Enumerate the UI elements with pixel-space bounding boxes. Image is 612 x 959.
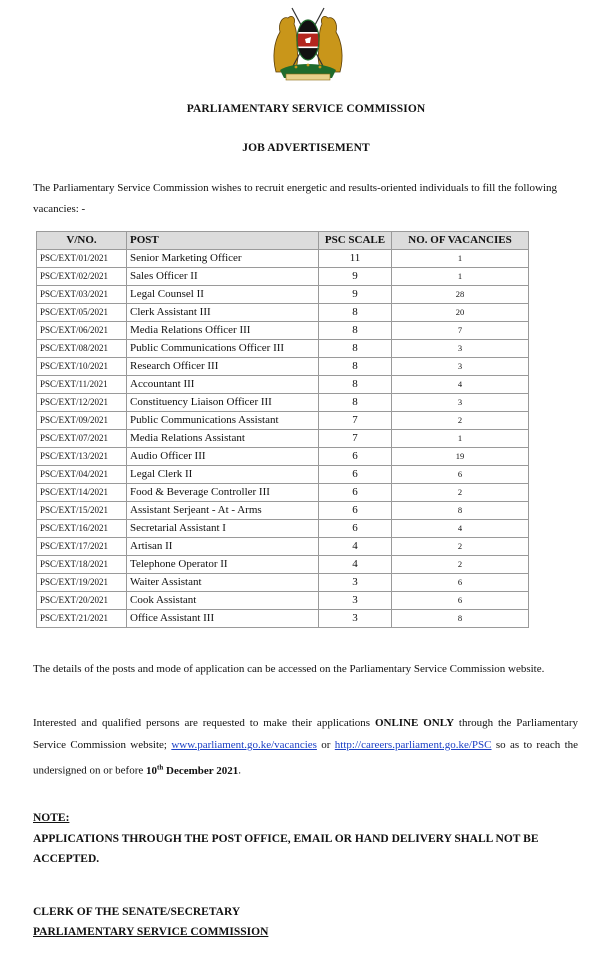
table-row bbox=[37, 430, 529, 448]
row-vno-cell: PSC/EXT/21/2021 bbox=[37, 610, 127, 628]
row-vno-cell: PSC/EXT/20/2021 bbox=[37, 592, 127, 610]
row-scale-cell: 6 bbox=[319, 502, 392, 520]
deadline-date bbox=[146, 765, 238, 777]
row-vacancies-cell: 2 bbox=[392, 538, 529, 556]
row-scale-cell: 6 bbox=[319, 484, 392, 502]
organization-title: PARLIAMENTARY SERVICE COMMISSION bbox=[186, 103, 426, 115]
row-post-cell: Senior Marketing Officer bbox=[127, 250, 319, 268]
table-row bbox=[37, 394, 529, 412]
deadline-rest: December 2021 bbox=[163, 764, 239, 777]
row-post-cell: Public Communications Officer III bbox=[127, 340, 319, 358]
signature-organization: PARLIAMENTARY SERVICE COMMISSION bbox=[33, 926, 269, 938]
row-vno-cell: PSC/EXT/17/2021 bbox=[37, 538, 127, 556]
row-post-cell: Public Communications Assistant bbox=[127, 412, 319, 430]
row-vno-cell: PSC/EXT/10/2021 bbox=[37, 358, 127, 376]
row-vno-cell: PSC/EXT/05/2021 bbox=[37, 304, 127, 322]
apply-text-4: so as to reach the undersigned on or before bbox=[33, 739, 579, 777]
table-row bbox=[37, 502, 529, 520]
row-scale-cell: 11 bbox=[319, 250, 392, 268]
row-vno-cell: PSC/EXT/01/2021 bbox=[37, 250, 127, 268]
row-vno-cell: PSC/EXT/12/2021 bbox=[37, 394, 127, 412]
row-vno-cell: PSC/EXT/18/2021 bbox=[37, 556, 127, 574]
row-vacancies-cell: 19 bbox=[392, 448, 529, 466]
row-post-cell: Accountant III bbox=[127, 376, 319, 394]
row-scale-cell: 4 bbox=[319, 556, 392, 574]
row-vno-cell: PSC/EXT/19/2021 bbox=[37, 574, 127, 592]
row-vno-cell: PSC/EXT/02/2021 bbox=[37, 268, 127, 286]
table-row bbox=[37, 556, 529, 574]
row-scale-cell: 9 bbox=[319, 268, 392, 286]
row-scale-cell: 6 bbox=[319, 466, 392, 484]
row-scale-cell: 3 bbox=[319, 610, 392, 628]
deadline-day: 10 bbox=[146, 764, 158, 777]
table-row bbox=[37, 358, 529, 376]
signature-title: CLERK OF THE SENATE/SECRETARY bbox=[33, 906, 241, 918]
table-row bbox=[37, 520, 529, 538]
table-row bbox=[37, 466, 529, 484]
table-row bbox=[37, 376, 529, 394]
table-row bbox=[37, 610, 529, 628]
row-vacancies-cell: 6 bbox=[392, 592, 529, 610]
details-paragraph: The details of the posts and mode of application can be accessed on the Parliamentary Service Commission website. bbox=[33, 663, 545, 675]
advert-title: JOB ADVERTISEMENT bbox=[242, 142, 370, 154]
col-post-header: POST bbox=[127, 232, 319, 250]
row-post-cell: Food & Beverage Controller III bbox=[127, 484, 319, 502]
row-post-cell: Office Assistant III bbox=[127, 610, 319, 628]
row-scale-cell: 9 bbox=[319, 286, 392, 304]
kenya-coat-of-arms-icon bbox=[266, 2, 350, 82]
row-scale-cell: 6 bbox=[319, 448, 392, 466]
table-row bbox=[37, 268, 529, 286]
row-post-cell: Legal Clerk II bbox=[127, 466, 319, 484]
table-row bbox=[37, 538, 529, 556]
row-vacancies-cell: 28 bbox=[392, 286, 529, 304]
online-only-emphasis: ONLINE ONLY bbox=[374, 717, 455, 729]
row-post-cell: Constituency Liaison Officer III bbox=[127, 394, 319, 412]
apply-text-2: through the Parliamentary Service Commission website; bbox=[33, 717, 578, 751]
table-row bbox=[37, 448, 529, 466]
row-vacancies-cell: 6 bbox=[392, 574, 529, 592]
apply-paragraph bbox=[33, 712, 578, 782]
row-vno-cell: PSC/EXT/16/2021 bbox=[37, 520, 127, 538]
row-vno-cell: PSC/EXT/03/2021 bbox=[37, 286, 127, 304]
row-scale-cell: 8 bbox=[319, 322, 392, 340]
row-vno-cell: PSC/EXT/04/2021 bbox=[37, 466, 127, 484]
note-text: APPLICATIONS THROUGH THE POST OFFICE, EMAIL OR HAND DELIVERY SHALL NOT BE ACCEPTED. bbox=[33, 833, 539, 865]
row-post-cell: Assistant Serjeant - At - Arms bbox=[127, 502, 319, 520]
row-scale-cell: 3 bbox=[319, 574, 392, 592]
row-scale-cell: 8 bbox=[319, 358, 392, 376]
row-vacancies-cell: 3 bbox=[392, 358, 529, 376]
apply-text-1: Interested and qualified persons are requested to make their applications bbox=[33, 717, 375, 729]
intro-paragraph: The Parliamentary Service Commission wishes to recruit energetic and results-oriented individuals to fill the following vacancies: - bbox=[33, 182, 558, 215]
table-row bbox=[37, 250, 529, 268]
row-vacancies-cell: 7 bbox=[392, 322, 529, 340]
row-vacancies-cell: 6 bbox=[392, 466, 529, 484]
row-post-cell: Sales Officer II bbox=[127, 268, 319, 286]
row-post-cell: Clerk Assistant III bbox=[127, 304, 319, 322]
col-scale-header: PSC SCALE bbox=[319, 232, 392, 250]
row-vacancies-cell: 1 bbox=[392, 430, 529, 448]
table-row bbox=[37, 304, 529, 322]
deadline-suffix: th bbox=[157, 763, 164, 771]
row-vacancies-cell: 2 bbox=[392, 412, 529, 430]
vacancies-link[interactable]: www.parliament.go.ke/vacancies bbox=[171, 739, 317, 751]
row-vacancies-cell: 1 bbox=[392, 268, 529, 286]
row-vacancies-cell: 3 bbox=[392, 394, 529, 412]
apply-text-3: or bbox=[316, 739, 335, 751]
row-vacancies-cell: 4 bbox=[392, 520, 529, 538]
row-vno-cell: PSC/EXT/11/2021 bbox=[37, 376, 127, 394]
row-vacancies-cell: 4 bbox=[392, 376, 529, 394]
careers-link[interactable]: http://careers.parliament.go.ke/PSC bbox=[334, 739, 492, 751]
row-post-cell: Cook Assistant bbox=[127, 592, 319, 610]
row-vno-cell: PSC/EXT/07/2021 bbox=[37, 430, 127, 448]
apply-end: . bbox=[238, 764, 241, 777]
row-post-cell: Media Relations Assistant bbox=[127, 430, 319, 448]
row-vno-cell: PSC/EXT/13/2021 bbox=[37, 448, 127, 466]
row-scale-cell: 8 bbox=[319, 304, 392, 322]
note-label: NOTE: bbox=[33, 812, 70, 824]
row-scale-cell: 8 bbox=[319, 394, 392, 412]
row-scale-cell: 8 bbox=[319, 376, 392, 394]
row-post-cell: Audio Officer III bbox=[127, 448, 319, 466]
row-vno-cell: PSC/EXT/15/2021 bbox=[37, 502, 127, 520]
table-row bbox=[37, 286, 529, 304]
row-vno-cell: PSC/EXT/08/2021 bbox=[37, 340, 127, 358]
table-row bbox=[37, 322, 529, 340]
row-vacancies-cell: 8 bbox=[392, 502, 529, 520]
vacancies-table bbox=[36, 231, 529, 628]
table-row bbox=[37, 592, 529, 610]
row-post-cell: Research Officer III bbox=[127, 358, 319, 376]
col-vacancies-header: NO. OF VACANCIES bbox=[392, 232, 529, 250]
row-vacancies-cell: 1 bbox=[392, 250, 529, 268]
row-post-cell: Secretarial Assistant I bbox=[127, 520, 319, 538]
table-row bbox=[37, 484, 529, 502]
row-vno-cell: PSC/EXT/14/2021 bbox=[37, 484, 127, 502]
row-post-cell: Legal Counsel II bbox=[127, 286, 319, 304]
row-vacancies-cell: 8 bbox=[392, 610, 529, 628]
row-vacancies-cell: 2 bbox=[392, 556, 529, 574]
row-post-cell: Telephone Operator II bbox=[127, 556, 319, 574]
row-vacancies-cell: 2 bbox=[392, 484, 529, 502]
row-post-cell: Artisan II bbox=[127, 538, 319, 556]
row-post-cell: Waiter Assistant bbox=[127, 574, 319, 592]
row-scale-cell: 7 bbox=[319, 412, 392, 430]
row-post-cell: Media Relations Officer III bbox=[127, 322, 319, 340]
row-scale-cell: 6 bbox=[319, 520, 392, 538]
row-scale-cell: 7 bbox=[319, 430, 392, 448]
table-row bbox=[37, 574, 529, 592]
table-row bbox=[37, 340, 529, 358]
row-scale-cell: 8 bbox=[319, 340, 392, 358]
col-vno-header: V/NO. bbox=[37, 232, 127, 250]
row-scale-cell: 4 bbox=[319, 538, 392, 556]
row-vno-cell: PSC/EXT/09/2021 bbox=[37, 412, 127, 430]
row-scale-cell: 3 bbox=[319, 592, 392, 610]
row-vno-cell: PSC/EXT/06/2021 bbox=[37, 322, 127, 340]
row-vacancies-cell: 20 bbox=[392, 304, 529, 322]
table-row bbox=[37, 412, 529, 430]
table-header-row bbox=[37, 232, 529, 250]
row-vacancies-cell: 3 bbox=[392, 340, 529, 358]
